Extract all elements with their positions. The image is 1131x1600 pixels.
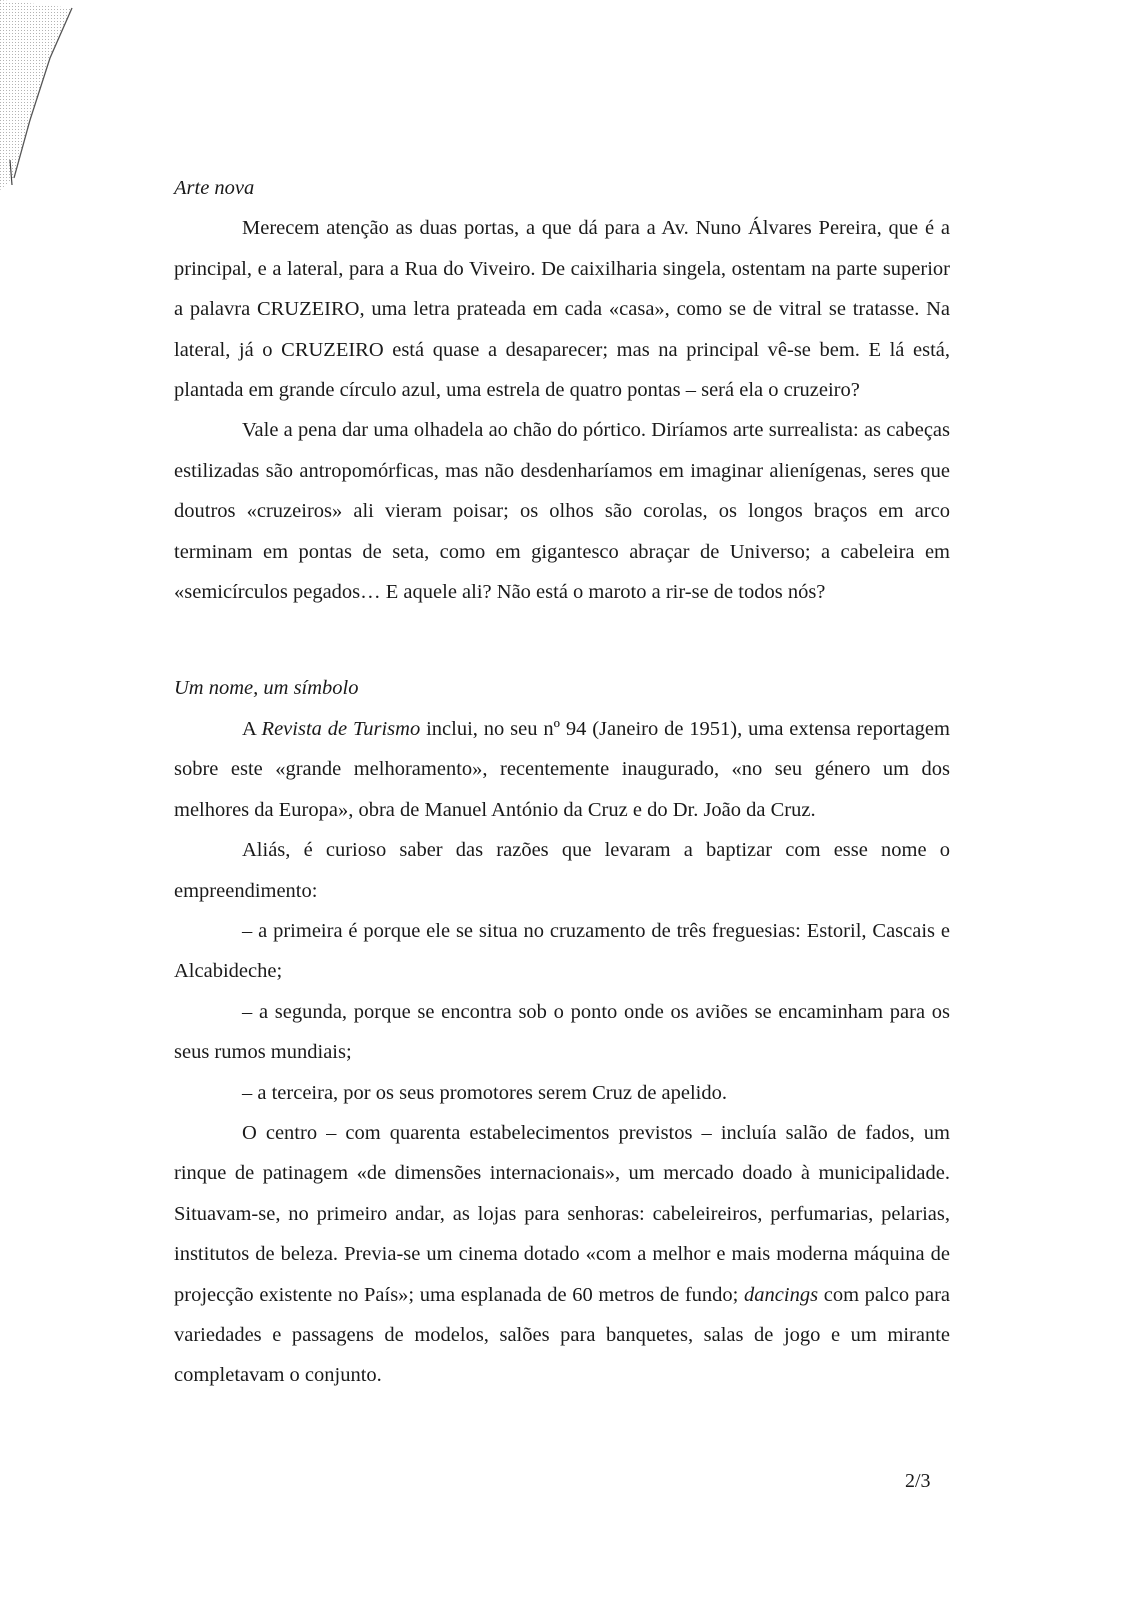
paragraph-portico: Vale a pena dar uma olhadela ao chão do pórtico. Diríamos arte surrealista: as cabeças estilizadas são antropomórficas, mas não desdenharíamos em imaginar alienígenas, seres que doutros «cruzeiros» ali vieram poisar; os olhos são corolas, os longos braços em arco terminam em pontas de seta, como em gigantesco abraçar de Universo; a cabeleira em «semicírculos pegados… E aquele ali? Não está o maroto a rir-se de todos nós?	[174, 419, 950, 604]
dancings-term: dancings	[744, 1283, 819, 1306]
paragraph-revista-rest: inclui, no seu nº 94 (Janeiro de 1951), uma extensa reportagem sobre este «grande melhoramento», recentemente inaugurado, «no seu género um dos melhores da Europa», obra de Manuel António da Cruz e do Dr. João da Cruz.	[174, 717, 950, 821]
list-item-segunda: – a segunda, porque se encontra sob o ponto onde os aviões se encaminham para os seus rumos mundiais;	[174, 1000, 950, 1064]
paragraph-portas: Merecem atenção as duas portas, a que dá para a Av. Nuno Álvares Pereira, que é a principal, e a lateral, para a Rua do Viveiro. De caixilharia singela, ostentam na parte superior a palavra CRUZEIRO, uma letra prateada em cada «casa», como se de vitral se tratasse. Na lateral, já o CRUZEIRO está quase a desaparecer; mas na principal vê-se bem. E lá está, plantada em grande círculo azul, uma estrela de quatro pontas – será ela o cruzeiro?	[174, 217, 950, 402]
section-spacer	[174, 612, 950, 668]
revista-title: Revista de Turismo	[261, 717, 421, 740]
list-item-terceira: – a terceira, por os seus promotores serem Cruz de apelido.	[242, 1081, 728, 1104]
section-title-um-nome: Um nome, um símbolo	[174, 677, 359, 700]
section-title-arte-nova: Arte nova	[174, 177, 255, 199]
paragraph-razoes: Aliás, é curioso saber das razões que levaram a baptizar com esse nome o empreendimento:	[174, 839, 950, 902]
page-number: 2/3	[905, 1470, 931, 1492]
paragraph-revista	[174, 709, 950, 830]
paragraph-centro-lead: O centro – com quarenta estabelecimentos previstos – incluía salão de fados, um rinque de patinagem «de dimensões internacionais», um mercado doado à municipalidade. Situavam-se, no primeiro andar, as lojas para senhoras: cabeleireiros, perfumarias, pelarias, institutos de beleza. Previa-se um cinema dotado «com a melhor e mais moderna máquina de projecção existente no País»; uma esplanada de 60 metros de fundo;	[174, 1121, 950, 1306]
scan-corner-fold	[0, 0, 80, 200]
paragraph-revista-lead: A	[242, 717, 262, 740]
document-body	[174, 168, 950, 1396]
list-item-primeira: – a primeira é porque ele se situa no cruzamento de três freguesias: Estoril, Cascais e Alcabideche;	[174, 919, 950, 983]
paragraph-centro	[174, 1113, 950, 1396]
paragraph-centro-rest: com palco para variedades e passagens de modelos, salões para banquetes, salas de jogo e um mirante completavam o conjunto.	[174, 1283, 951, 1387]
